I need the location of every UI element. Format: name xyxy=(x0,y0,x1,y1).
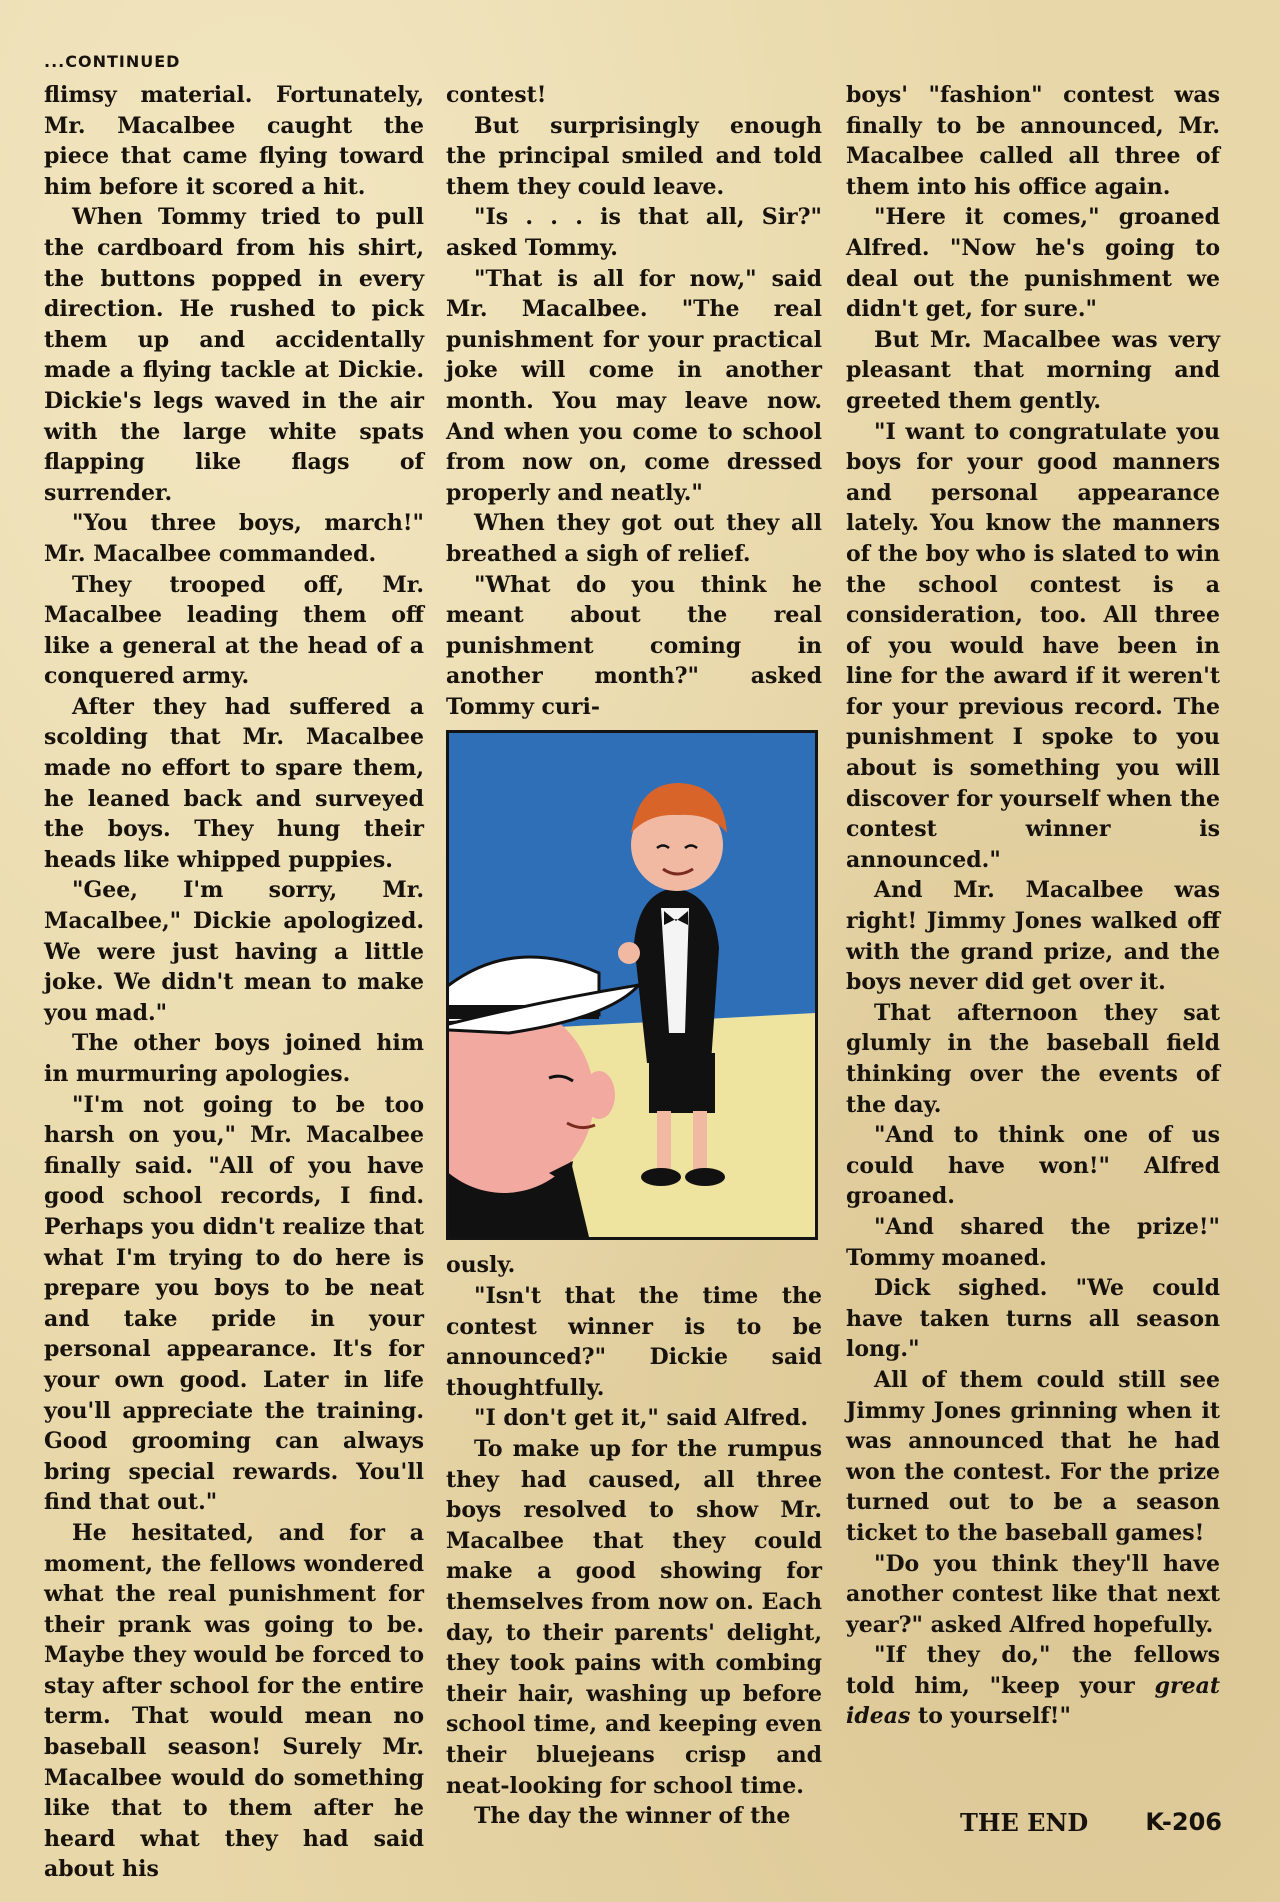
paragraph: "And shared the prize!" Tommy moaned. xyxy=(846,1213,1220,1271)
page-code: K-206 xyxy=(1145,1808,1222,1836)
paragraph: That afternoon they sat glumly in the baseball field thinking over the events of the day. xyxy=(846,999,1220,1118)
paragraph: And Mr. Macalbee was right! Jimmy Jones walked off with the grand prize, and the boys never did get over it. xyxy=(846,877,1220,996)
paragraph: "I want to congratulate you boys for your good manners and personal appearance lately. You know the manners of the boy who is slated to win the school contest is a consideration, too. All three of you would have been in line for the award if it weren't for your previous record. The punishment I spoke to you about is something you will discover for yourself when the contest winner is announced." xyxy=(846,418,1220,873)
text-span: to yourself!" xyxy=(910,1703,1071,1730)
paragraph: "I don't get it," said Alfred. xyxy=(474,1405,809,1432)
paragraph: "And to think one of us could have won!" Alfred groaned. xyxy=(846,1122,1220,1210)
illustration-svg xyxy=(449,733,815,1237)
page-footer xyxy=(960,1808,1222,1837)
text-column-2 xyxy=(446,80,822,1832)
paragraph: "You three boys, march!" Mr. Macalbee commanded. xyxy=(44,510,424,567)
paragraph: To make up for the rumpus they had caused, all three boys resolved to show Mr. Macalbee that they could make a good showing for themselves from now on. Each day, to their parents' delight, they took pains with combing their hair, washing up before school time, and keeping even their bluejeans crisp and neat-looking for school time. xyxy=(446,1436,822,1799)
comic-panel-illustration xyxy=(446,730,818,1240)
paragraph: "Gee, I'm sorry, Mr. Macalbee," Dickie apologized. We were just having a little joke. We didn't mean to make you mad." xyxy=(44,877,424,1026)
the-end-label: THE END xyxy=(960,1808,1089,1837)
paragraph: When they got out they all breathed a sigh of relief. xyxy=(446,510,822,567)
paragraph: The day the winner of the xyxy=(474,1803,791,1830)
paragraph: ously. xyxy=(446,1252,516,1279)
paragraph: He hesitated, and for a moment, the fellows wondered what the real punishment for their prank was going to be. Maybe they would be forced to stay after school for the entire term. That would mean no baseball season! Surely Mr. Macalbee would do something like that to them after he heard what they had said about his xyxy=(44,1519,424,1883)
emphasis-text: great ideas xyxy=(846,1672,1220,1730)
paragraph: "I'm not going to be too harsh on you," Mr. Macalbee finally said. "All of you have good school records, I find. Perhaps you didn't realize that what I'm trying to do here is prepare you boys to be neat and take pride in your personal appearance. It's for your own good. Later in life you'll appreciate the training. Good grooming can always bring special rewards. You'll find that out." xyxy=(44,1091,424,1516)
paragraph: When Tommy tried to pull the cardboard from his shirt, the buttons popped in every direction. He rushed to pick them up and accidentally made a flying tackle at Dickie. Dickie's legs waved in the air with the large white spats flapping like flags of surrender. xyxy=(44,204,424,506)
paragraph: After they had suffered a scolding that Mr. Macalbee made no effort to spare them, he leaned back and surveyed the boys. They hung their heads like whipped puppies. xyxy=(44,693,424,873)
paragraph: But surprisingly enough the principal smiled and told them they could leave. xyxy=(446,112,822,200)
paragraph: flimsy material. Fortunately, Mr. Macalbee caught the piece that came flying toward him before it scored a hit. xyxy=(44,82,424,200)
paragraph-final xyxy=(846,1640,1220,1732)
text-column-1 xyxy=(44,80,424,1885)
paragraph: "Here it comes," groaned Alfred. "Now he's going to deal out the punishment we didn't get, for sure." xyxy=(846,204,1220,323)
paragraph: But Mr. Macalbee was very pleasant that morning and greeted them gently. xyxy=(846,326,1220,414)
paragraph: All of them could still see Jimmy Jones grinning when it was announced that he had won the contest. For the prize turned out to be a season ticket to the baseball games! xyxy=(846,1366,1220,1546)
paragraph: "Isn't that the time the contest winner is to be announced?" Dickie said thoughtfully. xyxy=(446,1283,822,1401)
text-span: "If they do," the fellows told him, "keep your xyxy=(846,1642,1220,1699)
paragraph: The other boys joined him in murmuring apologies. xyxy=(44,1030,424,1087)
continued-label: ...CONTINUED xyxy=(44,52,181,71)
paragraph: Dick sighed. "We could have taken turns all season long." xyxy=(846,1275,1220,1363)
paragraph: They trooped off, Mr. Macalbee leading them off like a general at the head of a conquered army. xyxy=(44,571,424,690)
paragraph: "That is all for now," said Mr. Macalbee. "The real punishment for your practical joke will come in another month. You may leave now. And when you come to school from now on, come dressed properly and neatly." xyxy=(446,265,822,506)
paragraph: "Do you think they'll have another contest like that next year?" asked Alfred hopefully. xyxy=(846,1550,1220,1638)
text-column-3 xyxy=(846,80,1220,1732)
paragraph: "Is . . . is that all, Sir?" asked Tommy. xyxy=(446,204,822,261)
paragraph: boys' "fashion" contest was finally to be announced, Mr. Macalbee called all three of them into his office again. xyxy=(846,82,1220,200)
paragraph: contest! xyxy=(446,82,547,108)
paragraph: "What do you think he meant about the real punishment coming in another month?" asked Tommy curi- xyxy=(446,571,822,720)
